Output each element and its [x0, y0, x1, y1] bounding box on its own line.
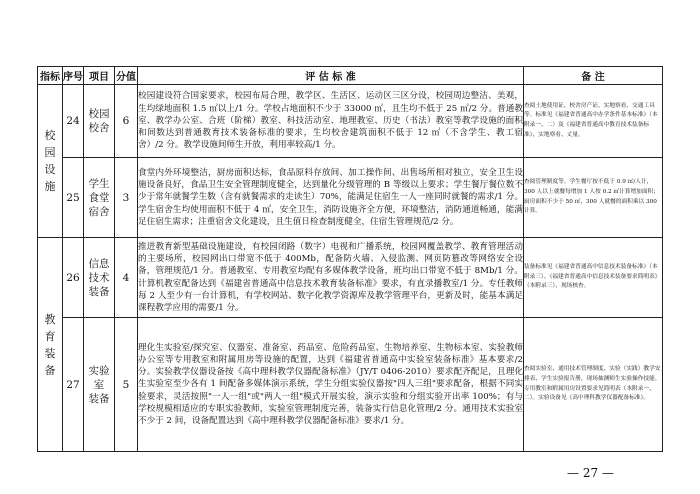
page-number: — 27 —	[567, 466, 614, 480]
standard-cell: 校园建设符合国家要求，校园布局合理，教学区、生活区、运动区三区分设，校园周边整洁、美观，生均绿地面积 1.5 ㎡以上/1 分。学校占地面积不少于 33000 ㎡，且生均不低于 25 ㎡/2 分。普通教室、教学办公室、合班（阶梯）教室、科技活动室、地理教室、历史（书法）教室等教学设施的面积和间数达到普通教育技术装备标准的要求，生均校舍建筑面积不低于 12 ㎡（不含学生、教工宿舍）/2 分。教学设施间师生开放，利用率较高/1 分。	[138, 85, 524, 158]
category-facilities: 校 园 设 施	[38, 85, 63, 238]
table-row	[38, 318, 663, 452]
header-serial: 序号	[63, 67, 84, 85]
evaluation-table	[37, 66, 663, 452]
header-score: 分值	[115, 67, 138, 85]
category-equipment: 教 育 装 备	[38, 238, 63, 452]
header-item: 项目	[84, 67, 115, 85]
score-cell: 4	[115, 238, 138, 318]
score-cell: 6	[115, 85, 138, 158]
serial-cell: 24	[63, 85, 84, 158]
remark-cell: 查阅实验室、通用技术管理制度、实验（实践）教学安排表、学生实验报告册，现场抽测师生实验操作技能。专用教室和附属用房设置要求见简明表（本附录一、二）。实验设备见《高中理科教学仪器配备标准》。	[524, 318, 663, 452]
header-indicator: 指标	[38, 67, 63, 85]
remark-cell: 装备标准见《福建省普通高中信息技术装备标准》（本附录三）、《福建省普通高中信息技术装备要求简明表》（本附录三），现场核查。	[524, 238, 663, 318]
header-standard: 评 估 标 准	[138, 67, 524, 85]
table-header-row	[38, 67, 663, 85]
remark-cell: 查阅土地使用证、校舍房产证、实地察看、交通工具等。标准见《福建省普通高中办学条件基本标准》（本附录一、二）及《福建省普通高中教育技术装备标准》，实地察看、丈量。	[524, 85, 663, 158]
serial-cell: 27	[63, 318, 84, 452]
standard-cell: 食堂内外环境整洁，厨房面积达标，食品原料存放间、加工操作间、出售场所相对独立，安全卫生设施设备良好，食品卫生安全管理制度健全，达到量化分级管理的 B 等级以上要求；学生餐厅餐位数不少于常年就餐学生数（含有就餐需求的走读生）70%，能满足住宿生一人一座同时就餐的需求/1 分。学生宿舍生均使用面积不低于 4 ㎡，安全卫生，消防设施齐全方便，环境整洁，消防通道畅通，能满足住宿生需求；注重宿舍文化建设，且生值日检查制度健全，住宿生管理规范/2 分。	[138, 158, 524, 238]
table-row	[38, 85, 663, 158]
item-cell: 信息 技术 装备	[84, 238, 115, 318]
item-cell: 实验室 装备	[84, 318, 115, 452]
score-cell: 5	[115, 318, 138, 452]
item-cell: 校园 校舍	[84, 85, 115, 158]
standard-cell: 理化生实验室/探究室、仪器室、准备室、药品室、危险药品室、生物培养室、生物标本室、实验教师办公室等专用教室和附属用房等设施的配置，达到《福建省普通高中实验室装备标准》基本要求/2 分。实验教学仪器设备按《高中理科教学仪器配备标准》（JY/T 0406-2010）要求配齐配足，且理化生实验室至少各有 1 间配备多媒体演示系统，学生分组实验仪器按"四人三组"要求配备，根据不同实验要求，灵活按照"一人一组"或"两人一组"模式开展实验，演示实验和分组实验开出率 100%；有与学校规模相适应的专职实验教师，实验室管理制度完善，装备实行信息化管理/2 分。通用技术实验室不少于 2 间，设备配置达到《高中理科教学仪器配备标准》要求/1 分。	[138, 318, 524, 452]
score-cell: 3	[115, 158, 138, 238]
table-row	[38, 158, 663, 238]
serial-cell: 25	[63, 158, 84, 238]
item-cell: 学生 食堂 宿舍	[84, 158, 115, 238]
table-row	[38, 238, 663, 318]
serial-cell: 26	[63, 238, 84, 318]
standard-cell: 推进教育新型基础设施建设，有校园闭路（数字）电视和广播系统，校园网覆盖教学、教育管理活动的主要场所，校园网出口带宽不低于 400Mb，配备防火墙、入侵监测、网页防篡改等网络安全设备，管理规范/1 分。普通教室、专用教室均配有多媒体教学设备，班均出口带宽不低于 8Mb/1 分。计算机教室配备达到《福建省普通高中信息技术教育装备标准》要求，有直录播教室/1 分。专任教师每 2 人至少有一台计算机，有学校网站、数字化教学资源库及教学管理平台，更新及时，能基本满足课程教学应用的需要/1 分。	[138, 238, 524, 318]
remark-cell: 查阅管理制度等。学生餐厅按不低于 0.9 ㎡/人计，300 人以上就餐每增加 1 人按 0.2 ㎡计算增加面积；厨房面积不少于 50 ㎡，300 人就餐的面积乘以 300 计算。	[524, 158, 663, 238]
header-remark: 备 注	[524, 67, 663, 85]
